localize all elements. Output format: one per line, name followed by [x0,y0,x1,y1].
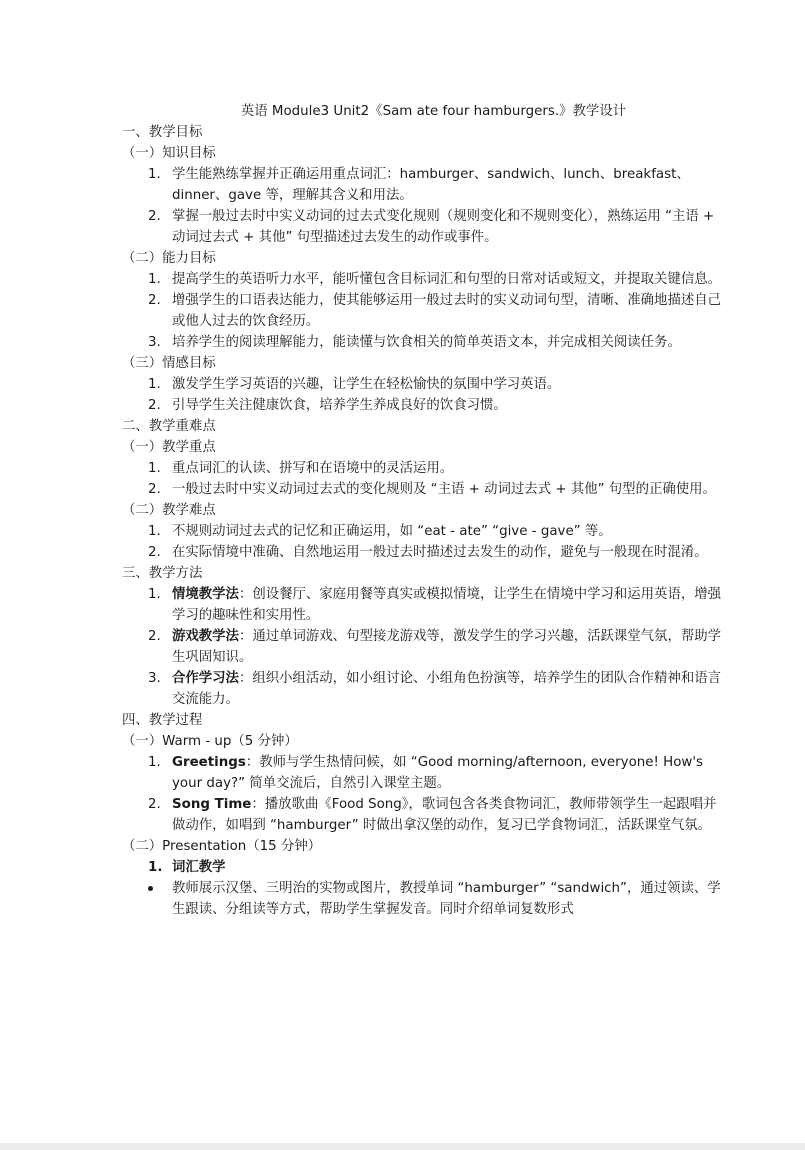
subsection-heading: （二）能力目标 [122,251,216,266]
item-text [172,668,726,710]
section-heading: 四、教学过程 [122,713,203,728]
item-body: ：教师与学生热情问候，如 “Good morning/afternoon, everyone! How's your day?” 简单交流后，自然引入课堂主题。 [172,755,704,791]
item-text: 词汇教学 [172,860,226,875]
item-keyword: 游戏教学法 [172,629,239,644]
section-heading: 一、教学目标 [122,125,203,140]
item-text: 掌握一般过去时中实义动词的过去式变化规则（规则变化和不规则变化），熟练运用 “主语 + 动词过去式 + 其他” 句型描述过去发生的动作或事件。 [172,209,715,245]
list-item [122,626,726,668]
bullet-item [122,878,726,920]
item-number: 3. [148,671,161,686]
list-item [122,332,726,353]
list-item [122,584,726,626]
list-item [122,542,726,563]
list-item [122,206,726,248]
item-number: 1. [148,461,161,476]
item-text [172,794,726,836]
item-keyword: 合作学习法 [172,671,239,686]
item-number: 2. [148,398,161,413]
item-number: 2. [148,545,161,560]
item-text [172,752,726,794]
list-item [122,668,726,710]
item-body: ：通过单词游戏、句型接龙游戏等，激发学生的学习兴趣，活跃课堂气氛，帮助学生巩固知识。 [172,629,722,665]
list-item [122,269,726,290]
item-number: 1. [148,860,163,875]
item-number: 1. [148,755,161,770]
item-number: 2. [148,293,161,308]
item-text [172,626,726,668]
item-text: 重点词汇的认读、拼写和在语境中的灵活运用。 [172,461,454,476]
subsection-heading: （二）Presentation（15 分钟） [122,839,322,854]
item-number: 1. [148,377,161,392]
list-item [122,164,726,206]
item-text: 激发学生学习英语的兴趣，让学生在轻松愉快的氛围中学习英语。 [172,377,561,392]
item-number: 2. [148,209,161,224]
item-text: 培养学生的阅读理解能力，能读懂与饮食相关的简单英语文本，并完成相关阅读任务。 [172,335,681,350]
item-text: 学生能熟练掌握并正确运用重点词汇：hamburger、sandwich、lunch、breakfast、dinner、gave 等，理解其含义和用法。 [172,167,690,203]
subsection-heading: （一）知识目标 [122,146,216,161]
subsection-heading: （二）教学难点 [122,503,216,518]
subsection-heading: （一）Warm - up（5 分钟） [122,734,298,749]
list-item [122,290,726,332]
item-text [172,584,726,626]
item-number: 1. [148,167,161,182]
subsection-heading: （一）教学重点 [122,440,216,455]
doc-title: 英语 Module3 Unit2《Sam ate four hamburgers.》教学设计 [240,104,627,119]
item-keyword: 情境教学法 [172,587,239,602]
item-body: ：组织小组活动，如小组讨论、小组角色扮演等，培养学生的团队合作精神和语言交流能力。 [172,671,722,707]
item-text: 教师展示汉堡、三明治的实物或图片，教授单词 “hamburger” “sandwich”，通过领读、学生跟读、分组读等方式，帮助学生掌握发音。同时介绍单词复数形式 [172,881,721,917]
item-text: 提高学生的英语听力水平，能听懂包含目标词汇和句型的日常对话或短文，并提取关键信息。 [172,272,722,287]
item-text: 在实际情境中准确、自然地运用一般过去时描述过去发生的动作，避免与一般现在时混淆。 [172,545,708,560]
item-text: 增强学生的口语表达能力，使其能够运用一般过去时的实义动词句型，清晰、准确地描述自己或他人过去的饮食经历。 [172,293,722,329]
item-number: 1. [148,272,161,287]
list-item [122,374,726,395]
item-number: 2. [148,629,161,644]
item-number: 1. [148,587,161,602]
item-number: 2. [148,482,161,497]
list-item [122,521,726,542]
section-heading: 三、教学方法 [122,566,203,581]
item-number: 2. [148,797,161,812]
item-body: ：创设餐厅、家庭用餐等真实或模拟情境，让学生在情境中学习和运用英语，增强学习的趣味性和实用性。 [172,587,722,623]
item-text: 一般过去时中实义动词过去式的变化规则及 “主语 + 动词过去式 + 其他” 句型的正确使用。 [172,482,716,497]
item-number: 1. [148,524,161,539]
section-heading: 二、教学重难点 [122,419,216,434]
list-item [122,857,726,878]
list-item [122,479,726,500]
list-item [122,395,726,416]
subsection-heading: （三）情感目标 [122,356,216,371]
item-keyword: Song Time [172,797,252,812]
list-item [122,458,726,479]
item-number: 3. [148,335,161,350]
list-item [122,794,726,836]
item-body: ：播放歌曲《Food Song》，歌词包含各类食物词汇，教师带领学生一起跟唱并做动作，如唱到 “hamburger” 时做出拿汉堡的动作，复习已学食物词汇，活跃课堂气氛。 [172,797,717,833]
bullet-icon [148,886,153,891]
item-keyword: Greetings [172,755,246,770]
list-item [122,752,726,794]
item-text: 引导学生关注健康饮食，培养学生养成良好的饮食习惯。 [172,398,507,413]
item-text: 不规则动词过去式的记忆和正确运用，如 “eat - ate” “give - gave” 等。 [172,524,612,539]
